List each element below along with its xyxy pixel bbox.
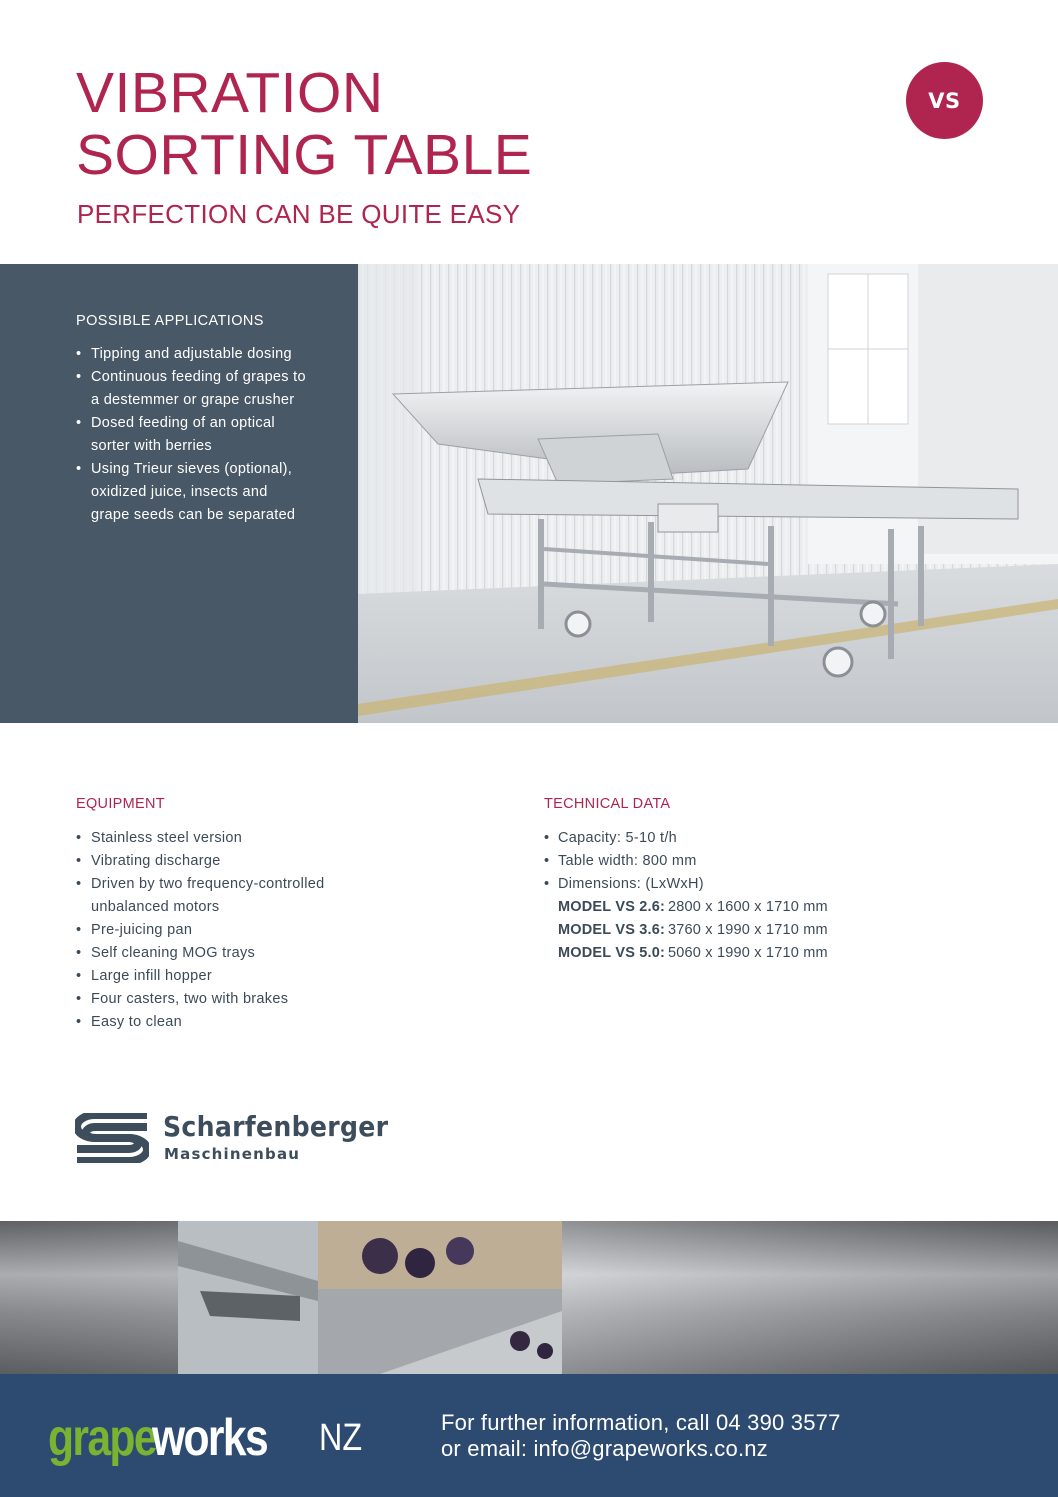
equipment-item xyxy=(76,919,496,942)
application-item-text: grape seeds can be separated xyxy=(91,507,296,523)
model-badge: VS xyxy=(906,62,983,139)
footer-bar xyxy=(0,1374,1058,1497)
technical-data-item: • Dimensions: (LxWxH) xyxy=(544,873,1004,896)
equipment-section xyxy=(76,796,496,1034)
contact-email[interactable]: or email: info@grapeworks.co.nz xyxy=(441,1436,768,1461)
model-row xyxy=(558,942,1004,965)
model-dimensions: 3760 x 1990 x 1710 mm xyxy=(668,922,828,938)
title-line-2: SORTING TABLE xyxy=(76,123,533,187)
application-item-text: • Continuous feeding of grapes to xyxy=(91,369,306,385)
equipment-item-text: • Driven by two frequency-controlled xyxy=(91,876,325,892)
application-item-text: oxidized juice, insects and xyxy=(91,484,268,500)
equipment-item-text: • Pre-juicing pan xyxy=(91,922,193,938)
brand-works: works xyxy=(152,1409,268,1467)
scharfenberger-s-icon xyxy=(75,1113,149,1163)
equipment-title: EQUIPMENT xyxy=(76,796,165,812)
technical-data-item: • Table width: 800 mm xyxy=(544,850,1004,873)
contact-phone: For further information, call 04 390 3577 xyxy=(441,1410,841,1435)
application-item xyxy=(76,343,338,366)
application-item-text: • Using Trieur sieves (optional), xyxy=(91,461,293,477)
logo-name: Scharfenberger xyxy=(163,1110,389,1143)
applications-panel xyxy=(0,264,358,723)
technical-data-title: TECHNICAL DATA xyxy=(544,796,671,812)
application-item-text: sorter with berries xyxy=(91,438,212,454)
page-subtitle: PERFECTION CAN BE QUITE EASY xyxy=(77,199,521,229)
equipment-item xyxy=(76,965,496,988)
model-dimensions: 2800 x 1600 x 1710 mm xyxy=(668,899,828,915)
equipment-item xyxy=(76,942,496,965)
equipment-item-text: • Easy to clean xyxy=(91,1014,182,1030)
scharfenberger-logo xyxy=(75,1112,395,1166)
model-row xyxy=(558,896,1004,919)
page-title xyxy=(76,62,776,186)
brand-nz: NZ xyxy=(319,1417,363,1459)
product-photo xyxy=(358,264,1058,723)
model-row xyxy=(558,919,1004,942)
technical-data-item: • Capacity: 5-10 t/h xyxy=(544,827,1004,850)
model-dimensions: 5060 x 1990 x 1710 mm xyxy=(668,945,828,961)
equipment-list xyxy=(76,827,496,1034)
applications-title: POSSIBLE APPLICATIONS xyxy=(76,313,264,329)
equipment-item xyxy=(76,873,496,919)
logo-tagline: Maschinenbau xyxy=(164,1145,301,1163)
equipment-item-text: • Stainless steel version xyxy=(91,830,243,846)
title-line-1: VIBRATION xyxy=(76,61,384,125)
models-table xyxy=(544,896,1004,965)
application-item xyxy=(76,366,338,412)
equipment-item-text: • Vibrating discharge xyxy=(91,853,221,869)
technical-data-section xyxy=(544,796,1004,965)
equipment-item xyxy=(76,827,496,850)
application-item-text: • Tipping and adjustable dosing xyxy=(91,346,292,362)
model-name: MODEL VS 3.6: xyxy=(558,922,666,938)
model-name: MODEL VS 5.0: xyxy=(558,945,666,961)
brand-grape: grape xyxy=(48,1409,156,1467)
equipment-item-text: • Self cleaning MOG trays xyxy=(91,945,256,961)
equipment-item xyxy=(76,850,496,873)
equipment-item xyxy=(76,1011,496,1034)
application-item xyxy=(76,458,338,527)
model-name: MODEL VS 2.6: xyxy=(558,899,666,915)
image-strip xyxy=(0,1221,1058,1374)
application-item-text: • Dosed feeding of an optical xyxy=(91,415,275,431)
equipment-item-text: • Four casters, two with brakes xyxy=(91,991,289,1007)
contact-info xyxy=(441,1410,841,1462)
equipment-item-text: unbalanced motors xyxy=(91,899,220,915)
technical-data-list xyxy=(544,827,1004,896)
application-item-text: a destemmer or grape crusher xyxy=(91,392,295,408)
applications-list xyxy=(76,343,338,527)
equipment-item xyxy=(76,988,496,1011)
application-item xyxy=(76,412,338,458)
equipment-item-text: • Large infill hopper xyxy=(91,968,212,984)
